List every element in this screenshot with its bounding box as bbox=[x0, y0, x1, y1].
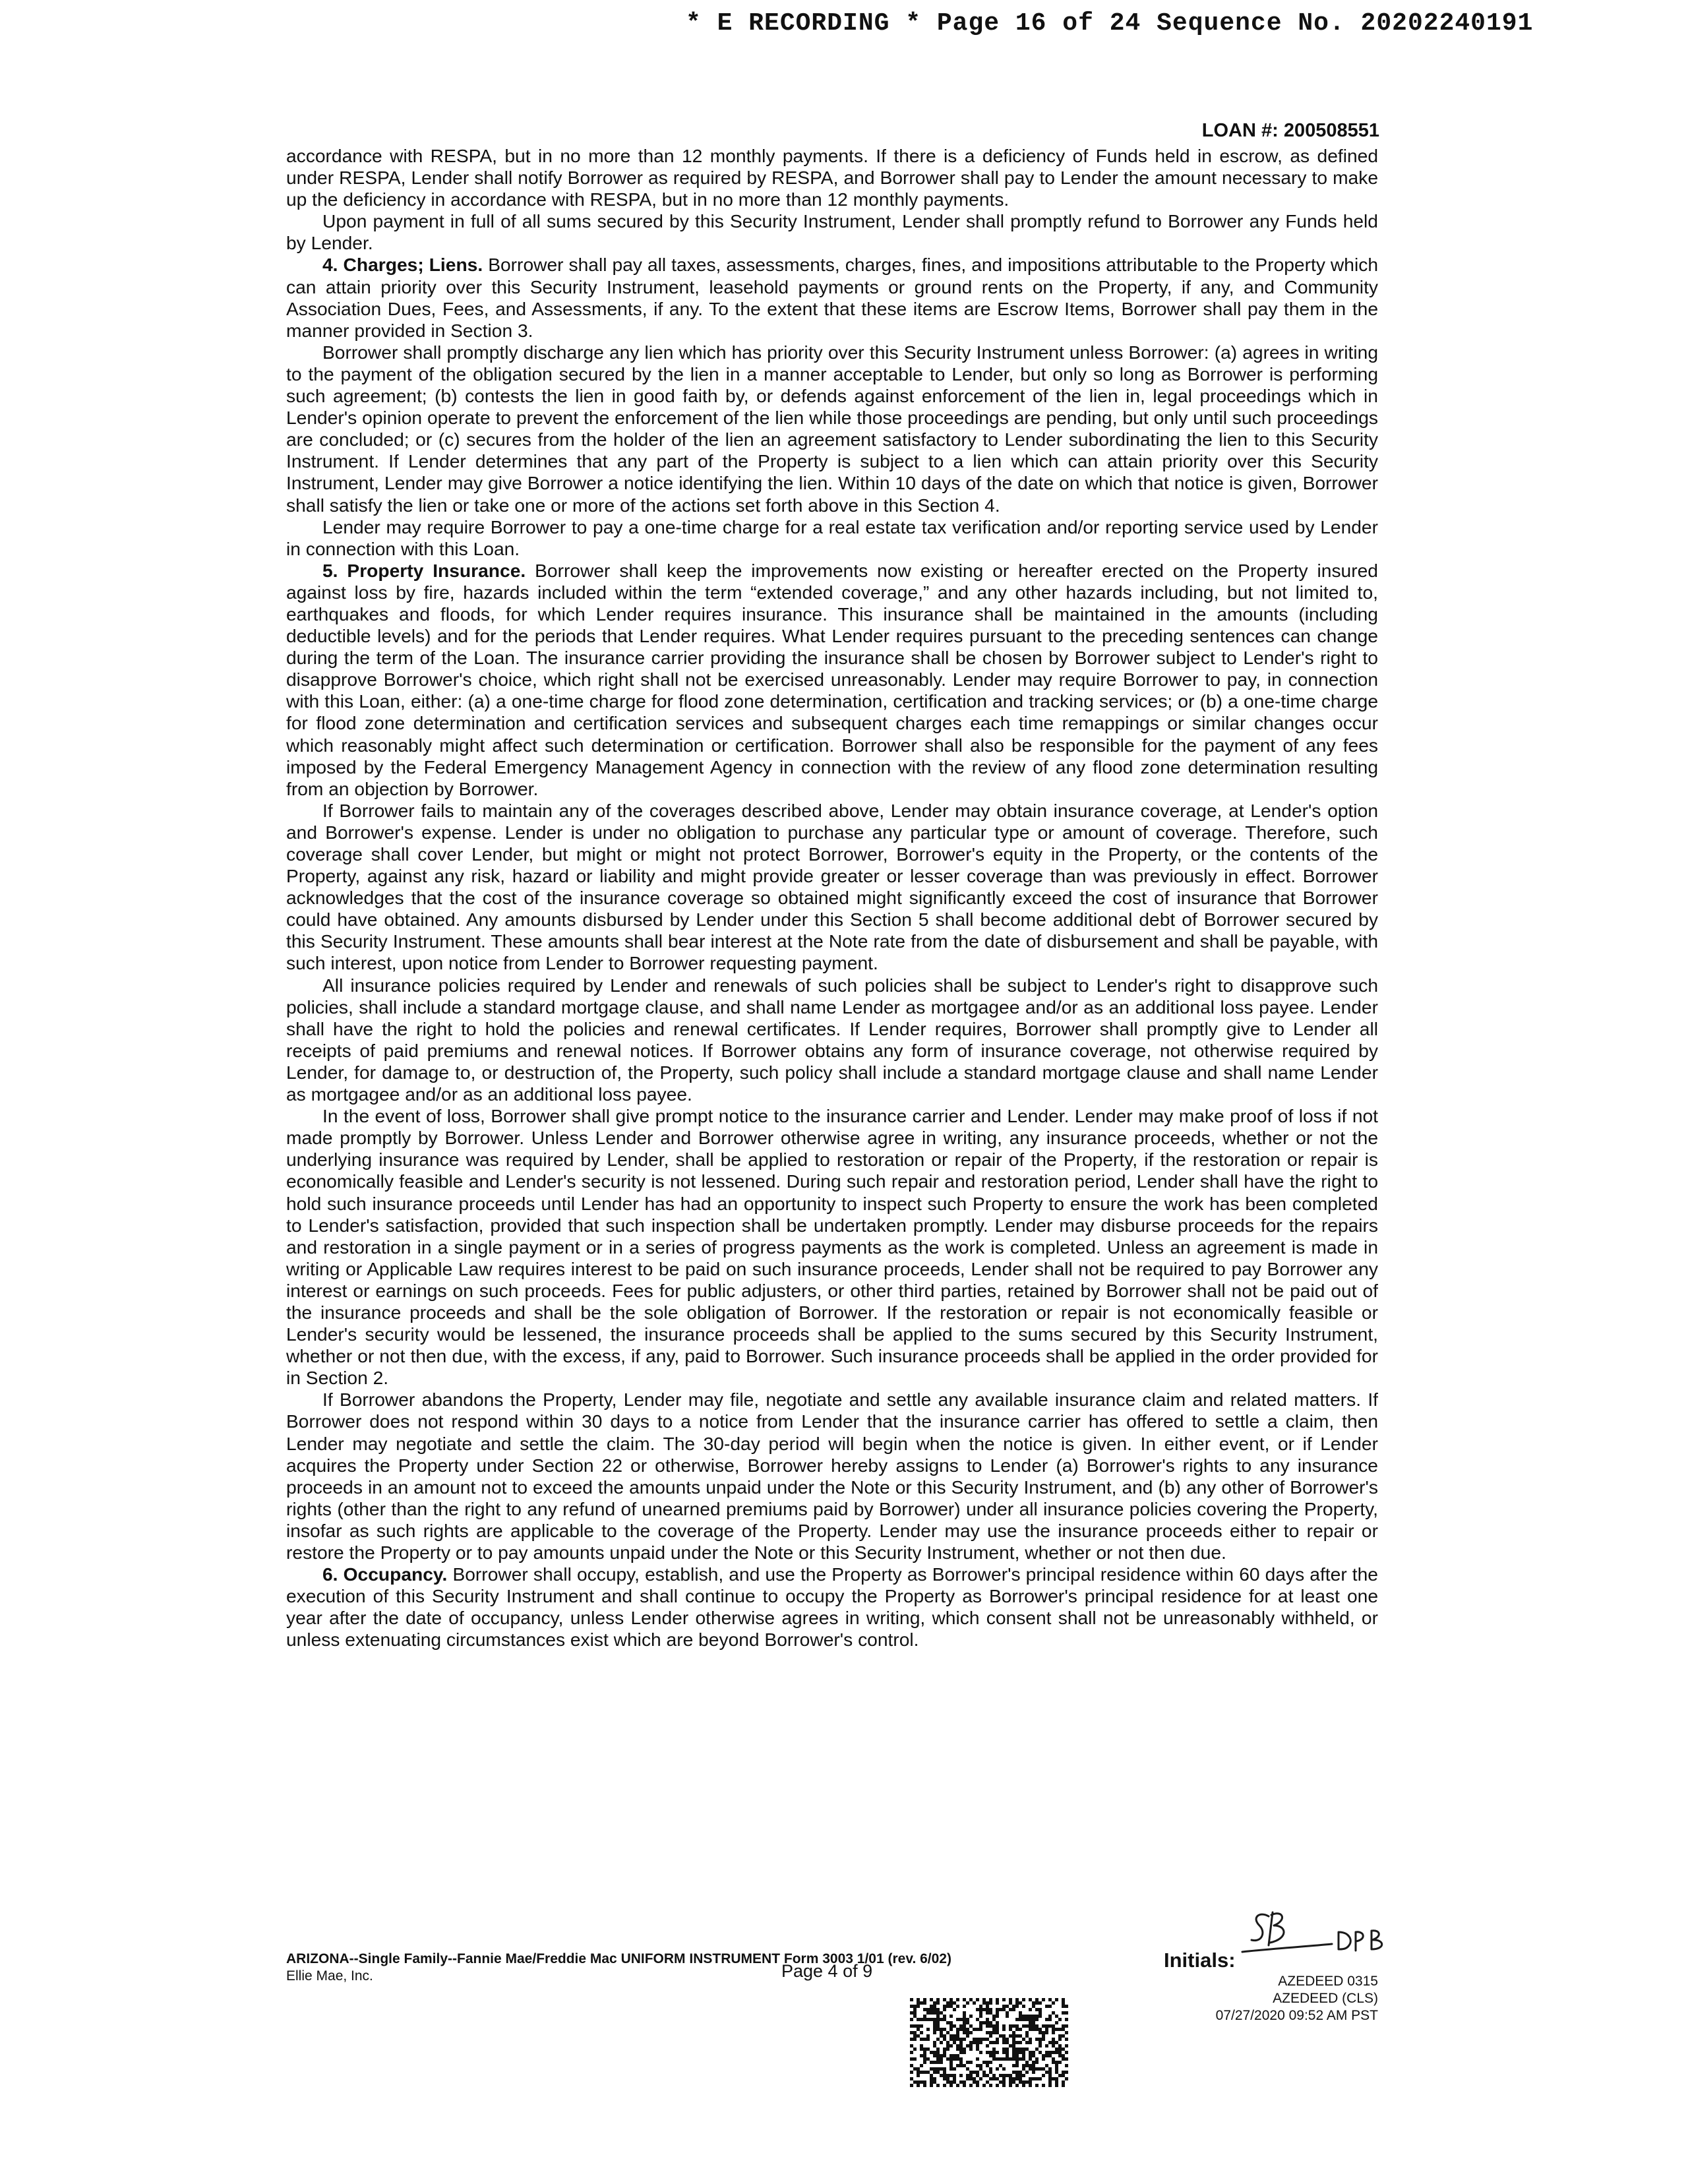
section-number: 4. bbox=[322, 254, 338, 276]
document-body bbox=[286, 145, 1378, 1651]
paragraph-insurance-policies: All insurance policies required by Lender and renewals of such policies shall be subject to Lender's right to disapprove such policies, shall include a standard mortgage clause, and shall name Lender as mortgagee and/or as an additional loss payee. Lender shall have the right to hold the policies and renewal certificates. If Lender requires, Borrower shall promptly give to Lender all receipts of paid premiums and renewal notices. If Borrower obtains any form of insurance coverage, not otherwise required by Lender, for damage to, or destruction of, the Property, such policy shall include a standard mortgage clause and shall name Lender as mortgagee and/or as an additional loss payee. bbox=[286, 974, 1378, 1105]
section-text: Borrower shall pay all taxes, assessments, charges, fines, and impositions attributable to the Property which can attain priority over this Security Instrument, leasehold payments or ground rents on the Property, if any, and Community Association Dues, Fees, and Assessments, if any. To the extent that these items are Escrow Items, Borrower shall pay them in the manner provided in Section 3. bbox=[286, 254, 1378, 341]
section-title: Occupancy. bbox=[343, 1563, 448, 1585]
print-timestamp: 07/27/2020 09:52 AM PST bbox=[1215, 2008, 1378, 2023]
section-title: Property Insurance. bbox=[347, 559, 526, 581]
initials-label: Initials: bbox=[1164, 1949, 1236, 1972]
page-number: Page 4 of 9 bbox=[781, 1961, 873, 1981]
section-number: 6. bbox=[322, 1563, 338, 1585]
paragraph-escrow-deficiency: accordance with RESPA, but in no more than 12 monthly payments. If there is a deficiency of Funds held in escrow, as defined under RESPA, Lender shall notify Borrower as required by RESPA, and Borrower shall pay to Lender the amount necessary to make up the deficiency in accordance with RESPA, but in no more than 12 monthly payments. bbox=[286, 145, 1378, 210]
section-4-charges-liens bbox=[286, 254, 1378, 341]
section-number: 5. bbox=[322, 559, 338, 581]
recording-header: * E RECORDING * Page 16 of 24 Sequence No. 20202240191 bbox=[686, 9, 1534, 38]
loan-number: LOAN #: 200508551 bbox=[1201, 120, 1379, 141]
company-name: Ellie Mae, Inc. bbox=[286, 1968, 373, 1984]
handwritten-initials bbox=[1240, 1906, 1404, 1958]
doc-code-cls: AZEDEED (CLS) bbox=[1273, 1991, 1378, 2006]
document-codes bbox=[1216, 1973, 1378, 2024]
paragraph-coverage-failure: If Borrower fails to maintain any of the coverages described above, Lender may obtain insurance coverage, at Lender's option and Borrower's expense. Lender is under no obligation to purchase any particular type or amount of coverage. Therefore, such coverage shall cover Lender, but might or might not protect Borrower, Borrower's equity in the Property, or the contents of the Property, against any risk, hazard or liability and might provide greater or lesser coverage than was previously in effect. Borrower acknowledges that the cost of the insurance coverage so obtained might significantly exceed the cost of insurance that Borrower could have obtained. Any amounts disbursed by Lender under this Section 5 shall become additional debt of Borrower secured by this Security Instrument. These amounts shall bear interest at the Note rate from the date of disbursement and shall be payable, with such interest, upon notice from Lender to Borrower requesting payment. bbox=[286, 799, 1378, 974]
paragraph-event-of-loss: In the event of loss, Borrower shall give prompt notice to the insurance carrier and Lender. Lender may make proof of loss if not made promptly by Borrower. Unless Lender and Borrower otherwise agree in writing, any insurance proceeds, whether or not the underlying insurance was required by Lender, shall be applied to restoration or repair of the Property, if the restoration or repair is economically feasible and Lender's security is not lessened. During such repair and restoration period, Lender shall have the right to hold such insurance proceeds until Lender has had an opportunity to inspect such Property to ensure the work has been completed to Lender's satisfaction, provided that such inspection shall be undertaken promptly. Lender may disburse proceeds for the repairs and restoration in a single payment or in a series of progress payments as the work is completed. Unless an agreement is made in writing or Applicable Law requires interest to be paid on such insurance proceeds, Lender shall not be required to pay Borrower any interest or earnings on such proceeds. Fees for public adjusters, or other third parties, retained by Borrower shall not be paid out of the insurance proceeds and shall be the sole obligation of Borrower. If the restoration or repair is not economically feasible or Lender's security would be lessened, the insurance proceeds shall be applied to the sums secured by this Security Instrument, whether or not then due, with the excess, if any, paid to Borrower. Such insurance proceeds shall be applied in the order provided for in Section 2. bbox=[286, 1105, 1378, 1389]
section-text: Borrower shall keep the improvements now existing or hereafter erected on the Property insured against loss by fire, hazards included within the term “extended coverage,” and any other hazards including, but not limited to, earthquakes and floods, for which Lender requires insurance. This insurance shall be maintained in the amounts (including deductible levels) and for the periods that Lender requires. What Lender requires pursuant to the preceding sentences can change during the term of the Loan. The insurance carrier providing the insurance shall be chosen by Borrower subject to Lender's right to disapprove Borrower's choice, which right shall not be exercised unreasonably. Lender may require Borrower to pay, in connection with this Loan, either: (a) a one-time charge for flood zone determination, certification and tracking services; or (b) a one-time charge for flood zone determination and certification services and subsequent charges each time remappings or similar changes occur which reasonably might affect such determination or certification. Borrower shall also be responsible for the payment of any fees imposed by the Federal Emergency Management Agency in connection with the review of any flood zone determination resulting from an objection by Borrower. bbox=[286, 559, 1378, 799]
doc-code: AZEDEED 0315 bbox=[1278, 1974, 1378, 1989]
paragraph-lien-discharge: Borrower shall promptly discharge any lien which has priority over this Security Instrument unless Borrower: (a) agrees in writing to the payment of the obligation secured by the lien in a manner acceptable to Lender, but only so long as Borrower is performing such agreement; (b) contests the lien in good faith by, or defends against enforcement of the lien in, legal proceedings which in Lender's opinion operate to prevent the enforcement of the lien while those proceedings are pending, but only until such proceedings are concluded; or (c) secures from the holder of the lien an agreement satisfactory to Lender subordinating the lien to this Security Instrument. If Lender determines that any part of the Property is subject to a lien which can attain priority over this Security Instrument, Lender may give Borrower a notice identifying the lien. Within 10 days of the date on which that notice is given, Borrower shall satisfy the lien or take one or more of the actions set forth above in this Section 4. bbox=[286, 341, 1378, 516]
form-identifier: ARIZONA--Single Family--Fannie Mae/Freddie Mac UNIFORM INSTRUMENT Form 3003 1/01 (rev. 6/02) bbox=[286, 1951, 951, 1966]
section-6-occupancy bbox=[286, 1563, 1378, 1651]
section-text: Borrower shall occupy, establish, and use the Property as Borrower's principal residence within 60 days after the execution of this Security Instrument and shall continue to occupy the Property as Borrower's principal residence for at least one year after the date of occupancy, unless Lender otherwise agrees in writing, which consent shall not be unreasonably withheld, or unless extenuating circumstances exist which are beyond Borrower's control. bbox=[286, 1563, 1378, 1651]
section-5-property-insurance bbox=[286, 560, 1378, 800]
paragraph-tax-verification: Lender may require Borrower to pay a one-time charge for a real estate tax verification and/or reporting service used by Lender in connection with this Loan. bbox=[286, 516, 1378, 559]
paragraph-abandonment: If Borrower abandons the Property, Lender may file, negotiate and settle any available insurance claim and related matters. If Borrower does not respond within 30 days to a notice from Lender that the insurance carrier has offered to settle a claim, then Lender may negotiate and settle the claim. The 30-day period will begin when the notice is given. In either event, or if Lender acquires the Property under Section 22 or otherwise, Borrower hereby assigns to Lender (a) Borrower's rights to any insurance proceeds in an amount not to exceed the amounts unpaid under the Note or this Security Instrument, and (b) any other of Borrower's rights (other than the right to any refund of unearned premiums paid by Borrower) under all insurance policies covering the Property, insofar as such rights are applicable to the coverage of the Property. Lender may use the insurance proceeds either to repair or restore the Property or to pay amounts unpaid under the Note or this Security Instrument, whether or not then due. bbox=[286, 1389, 1378, 1563]
2d-barcode bbox=[910, 1998, 1068, 2087]
paragraph-refund: Upon payment in full of all sums secured by this Security Instrument, Lender shall promptly refund to Borrower any Funds held by Lender. bbox=[286, 210, 1378, 254]
section-title: Charges; Liens. bbox=[343, 254, 483, 276]
